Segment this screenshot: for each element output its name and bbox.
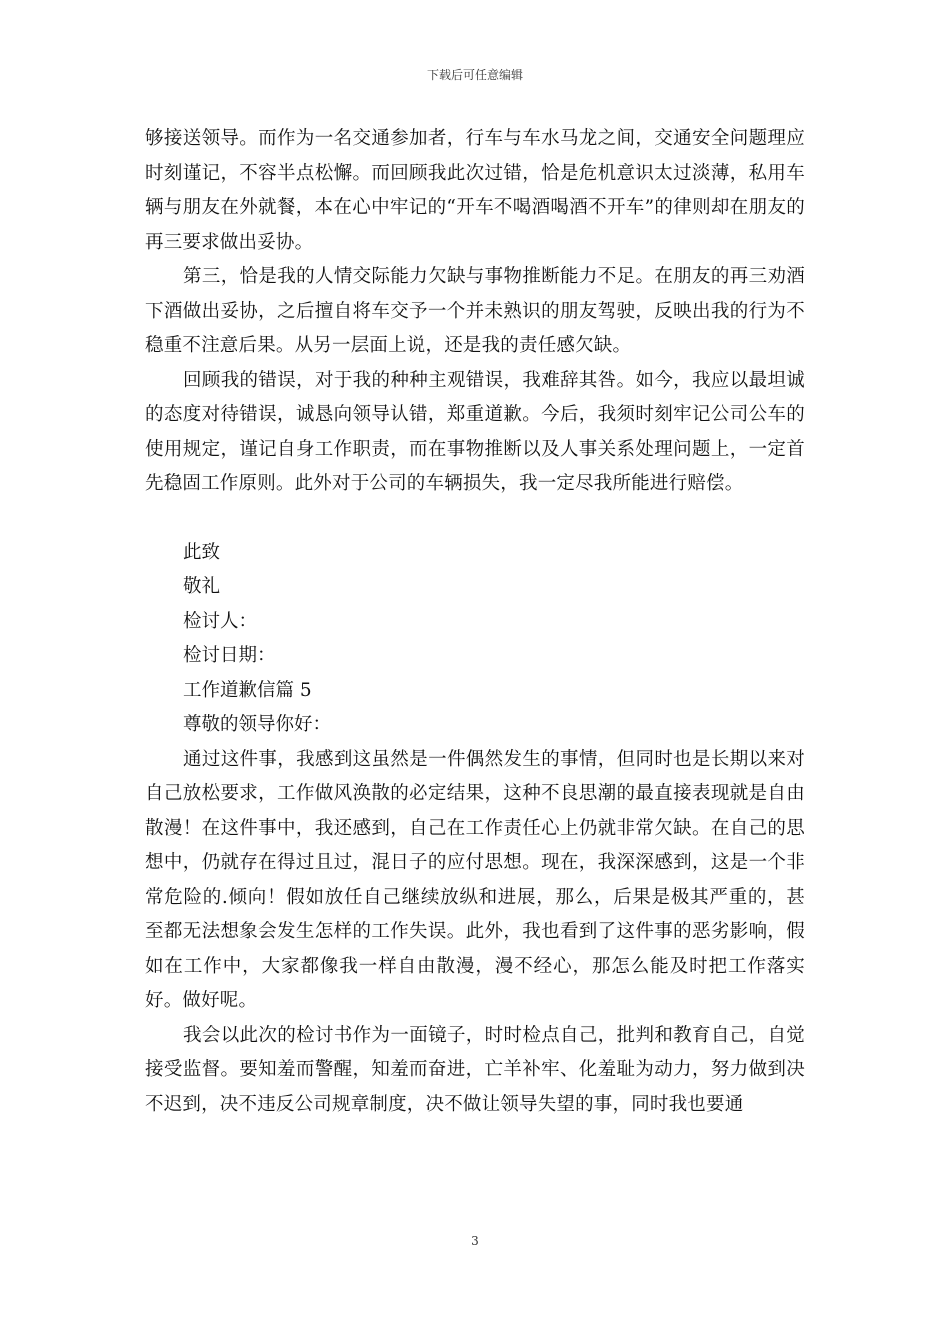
page-number: 3 [471, 1234, 479, 1248]
paragraph: 我会以此次的检讨书作为一面镜子，时时检点自己，批判和教育自己，自觉接受监督。要知羞而警醒，知羞而奋进，亡羊补牢、化羞耻为动力，努力做到决不迟到，决不违反公司规章制度，决不做让领导失望的事，同时我也要通 [145, 1024, 805, 1115]
blank-line [145, 502, 805, 536]
page-header: 下载后可任意编辑 [426, 68, 523, 82]
document-body [145, 122, 805, 1122]
closing-line: 此致 [183, 541, 221, 563]
paragraph: 回顾我的错误，对于我的种种主观错误，我难辞其咎。如今，我应以最坦诚的态度对待错误，诚恳向领导认错，郑重道歉。今后，我须时刻牢记公司公车的使用规定，谨记自身工作职责，而在事物推断以及人事关系处理问题上，一定首先稳固工作原则。此外对于公司的车辆损失，我一定尽我所能进行赔偿。 [145, 369, 805, 494]
paragraph: 第三，恰是我的人情交际能力欠缺与事物推断能力不足。在朋友的再三劝酒下酒做出妥协，之后擅自将车交予一个并未熟识的朋友驾驶，反映出我的行为不稳重不注意后果。从另一层面上说，还是我的责任感欠缺。 [145, 266, 805, 356]
paragraph: 通过这件事，我感到这虽然是一件偶然发生的事情，但同时也是长期以来对自己放松要求，工作做风涣散的必定结果，这种不良思潮的最直接表现就是自由散漫！在这件事中，我还感到，自己在工作责任心上仍就非常欠缺。在自己的思想中，仍就存在得过且过，混日子的应付思想。现在，我深深感到，这是一个非常危险的.倾向！假如放任自己继续放纵和进展，那么，后果是极其严重的，甚至都无法想象会发生怎样的工作失误。此外，我也看到了这件事的恶劣影响，假如在工作中，大家都像我一样自由散漫，漫不经心，那怎么能及时把工作落实好。做好呢。 [145, 748, 805, 1011]
date-line: 检讨日期： [183, 645, 276, 666]
salutation: 尊敬的领导你好： [183, 714, 332, 735]
section-title: 工作道歉信篇 5 [183, 679, 312, 701]
closing-line: 敬礼 [183, 576, 221, 597]
signer-line: 检讨人： [183, 610, 258, 632]
paragraph: 够接送领导。而作为一名交通参加者，行车与车水马龙之间，交通安全问题理应时刻谨记，不容半点松懈。而回顾我此次过错，恰是危机意识太过淡薄，私用车辆与朋友在外就餐，本在心中牢记的“开车不喝酒喝酒不开车”的律则却在朋友的再三要求做出妥协。 [145, 128, 805, 253]
